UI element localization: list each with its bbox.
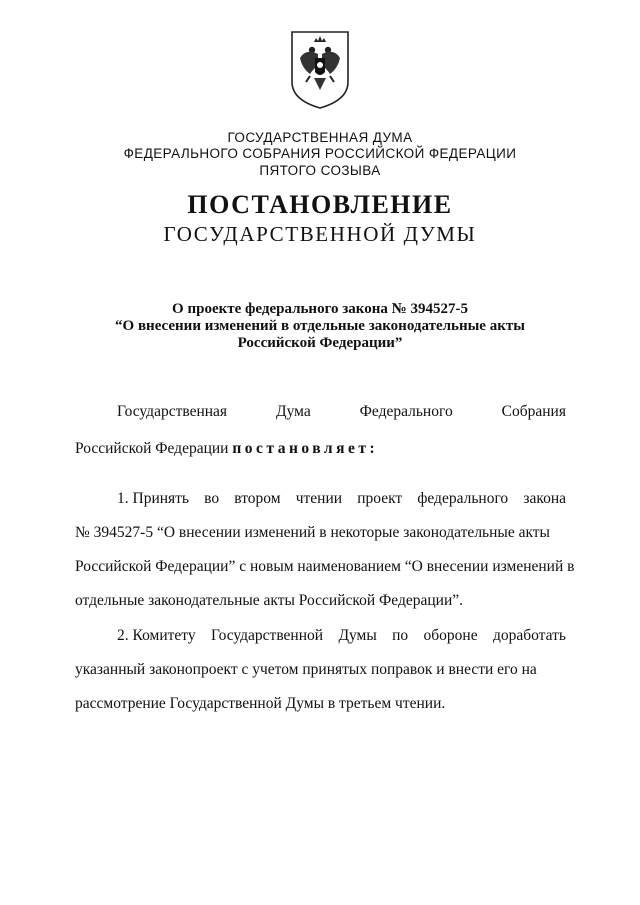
word: Собрания — [501, 403, 566, 420]
item1-line-3: Российской Федерации” с новым наименованием “О внесении изменений в — [75, 558, 575, 575]
item2-line-3: рассмотрение Государственной Думы в третьем чтении. — [75, 695, 446, 712]
word: Федерального — [359, 403, 453, 420]
item1-line-2: № 394527-5 “О внесении изменений в некоторые законодательные акты — [75, 524, 550, 541]
word: 1. Принять — [117, 490, 190, 507]
preamble-resolves: постановляет: — [232, 440, 379, 457]
preamble-line-1 — [117, 403, 566, 421]
word: чтении — [295, 490, 343, 507]
word: во — [204, 490, 220, 507]
word: проект — [357, 490, 403, 507]
item1-line-4: отдельные законодательные акты Российской Федерации”. — [75, 592, 464, 609]
word: по — [392, 627, 409, 644]
org-line-3: ПЯТОГО СОЗЫВА — [259, 163, 381, 178]
org-line-2: ФЕДЕРАЛЬНОГО СОБРАНИЯ РОССИЙСКОЙ ФЕДЕРАЦИИ — [123, 146, 517, 161]
word: Государственная — [117, 403, 228, 420]
word: Дума — [276, 403, 311, 420]
item2-line-2: указанный законопроект с учетом принятых поправок и внести его на — [75, 661, 537, 678]
word: Думы — [338, 627, 377, 644]
word: втором — [234, 490, 281, 507]
word: обороне — [423, 627, 478, 644]
word: федерального — [417, 490, 509, 507]
document-subtitle: ГОСУДАРСТВЕННОЙ ДУМЫ — [163, 222, 477, 246]
word: Государственной — [210, 627, 324, 644]
about-line-3: Российской Федерации” — [237, 335, 403, 351]
word: закона — [523, 490, 566, 507]
coat-of-arms-emblem — [288, 28, 352, 112]
preamble-text: Российской Федерации — [75, 440, 229, 457]
item2-line-1 — [117, 627, 566, 645]
preamble-line-2 — [75, 440, 566, 458]
about-line-1: О проекте федерального закона № 394527-5 — [172, 301, 468, 317]
item1-line-1 — [117, 490, 566, 508]
word: 2. Комитету — [117, 627, 196, 644]
document-title: ПОСТАНОВЛЕНИЕ — [187, 190, 453, 219]
word: доработать — [492, 627, 566, 644]
about-line-2: “О внесении изменений в отдельные законодательные акты — [115, 318, 525, 334]
org-line-1: ГОСУДАРСТВЕННАЯ ДУМА — [227, 130, 413, 145]
